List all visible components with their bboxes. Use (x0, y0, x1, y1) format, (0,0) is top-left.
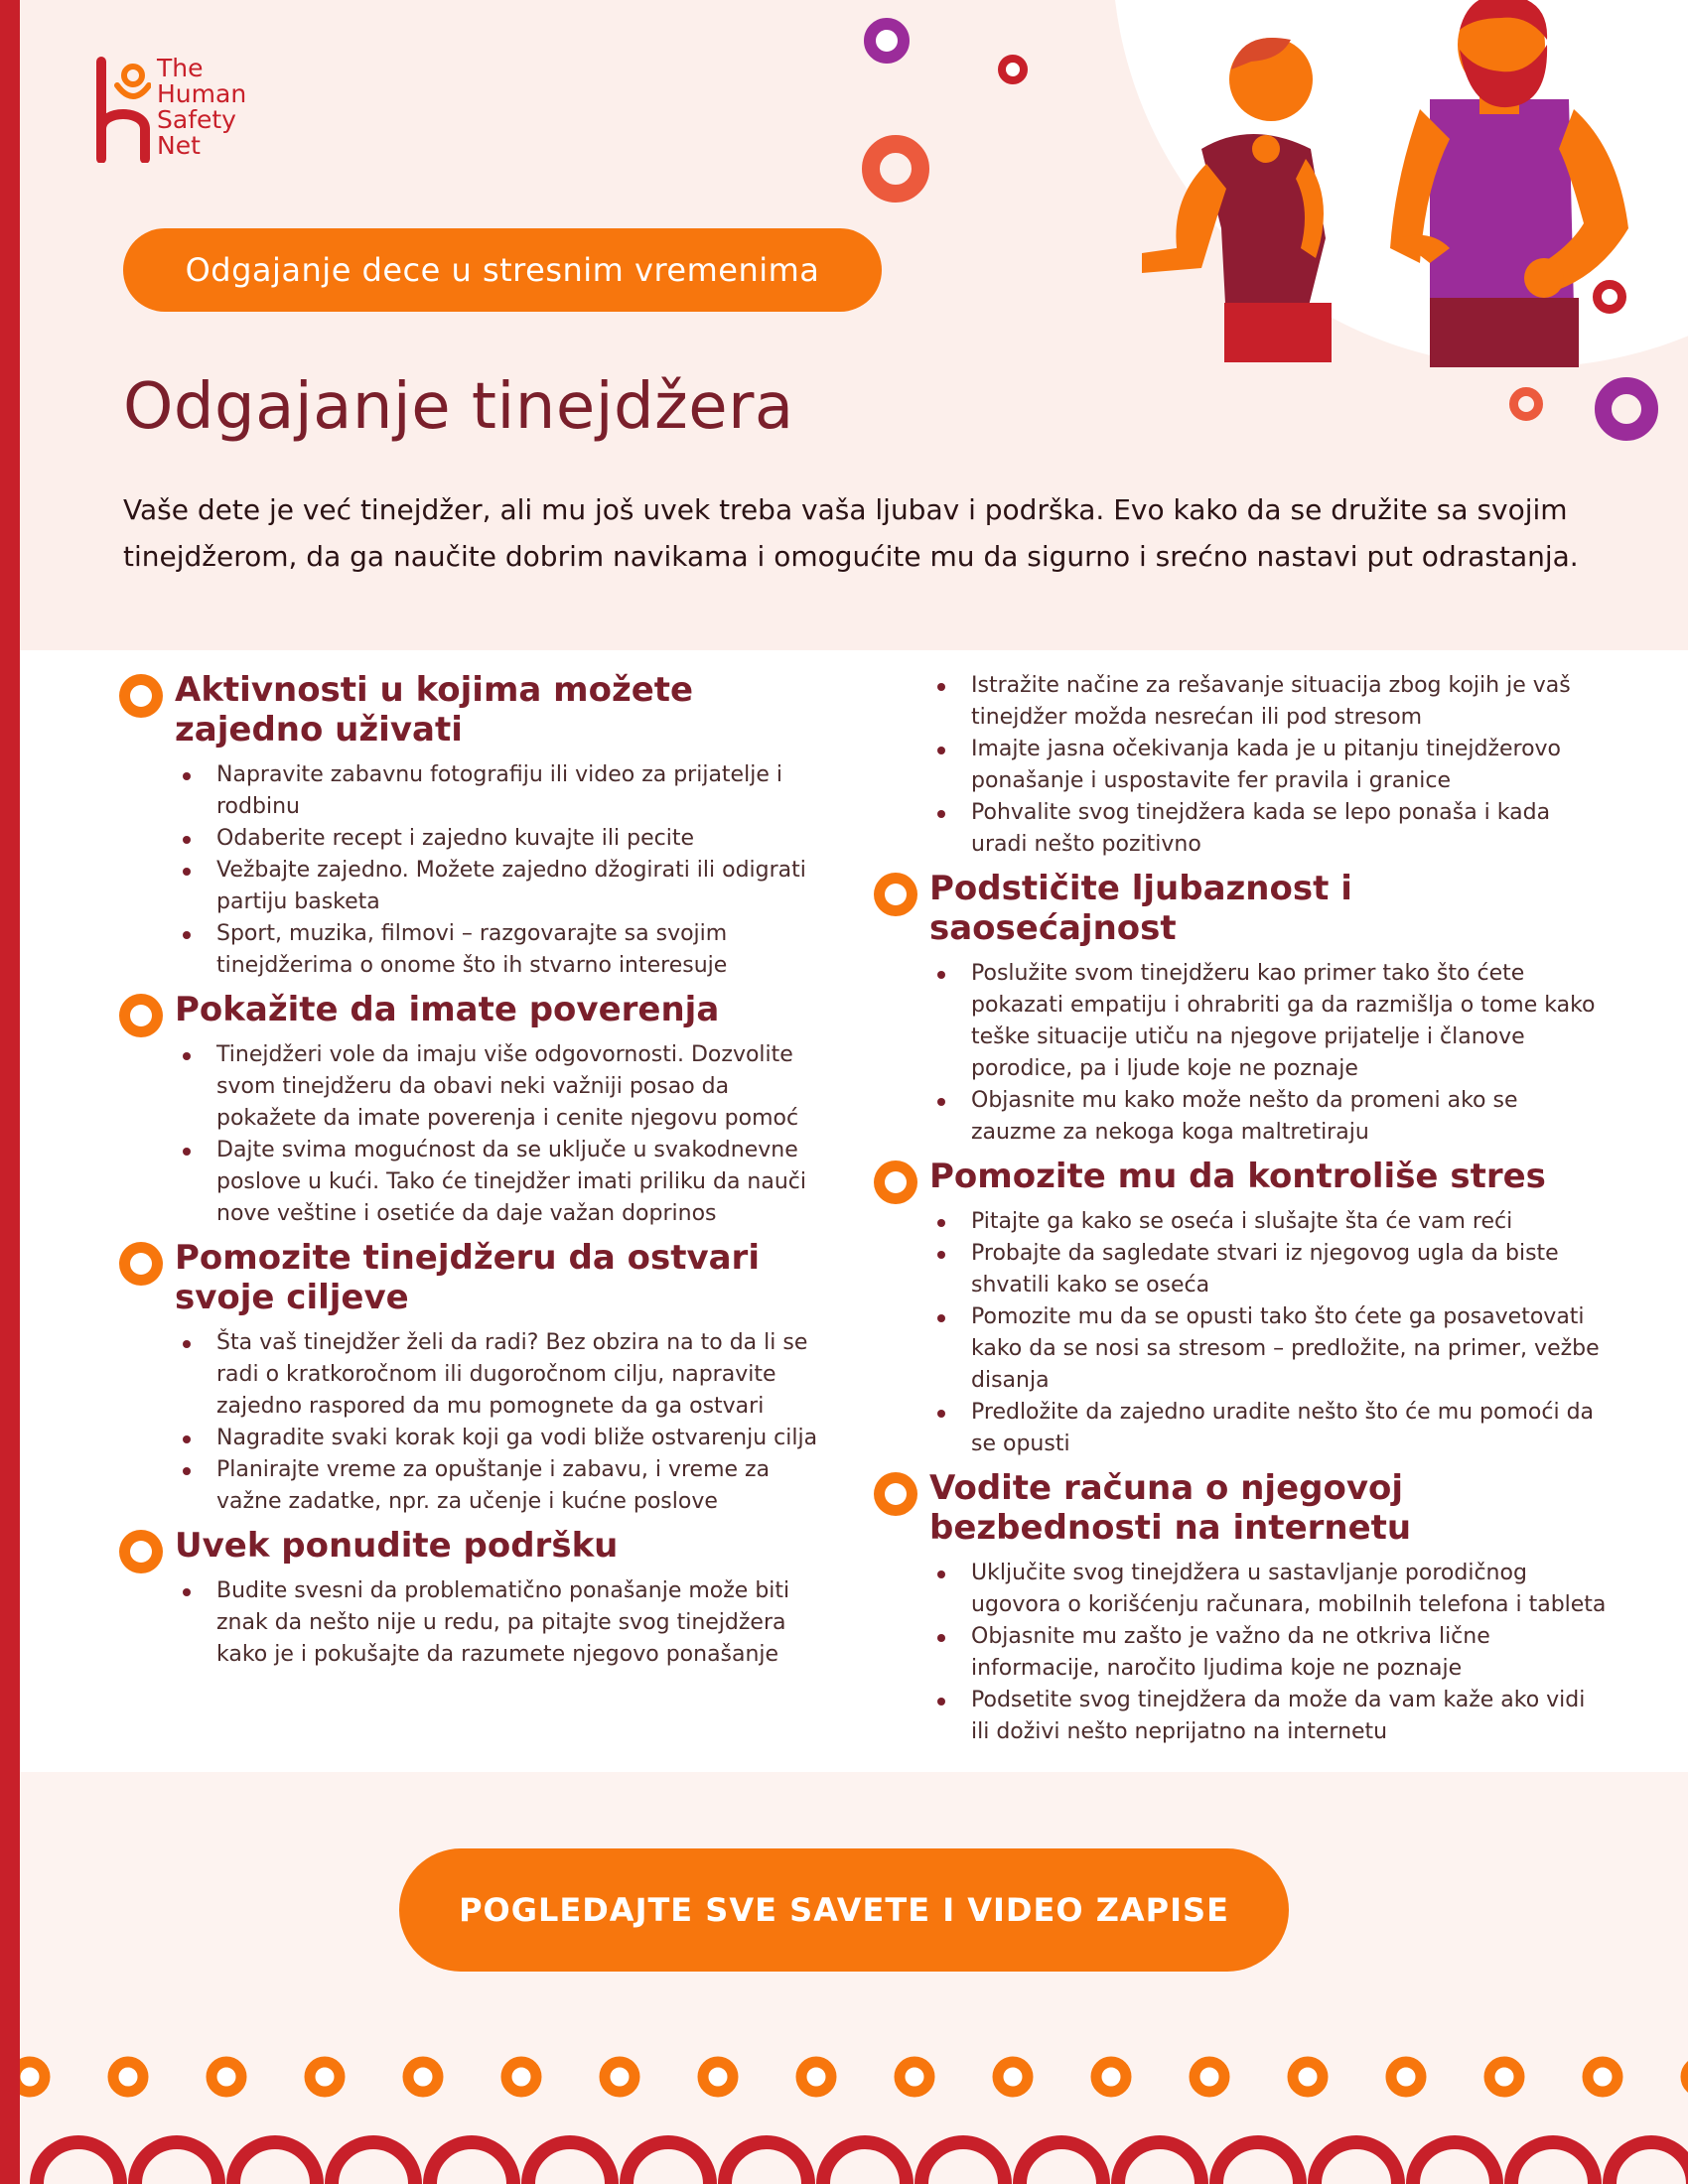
intro-paragraph: Vaše dete je već tinejdžer, ali mu još uvek treba vaša ljubav i podrška. Evo kako da se družite sa svojim tinejdžerom, da ga naučite dobrim navikama i omogućite mu da sigurno i srećno nastavi put odrastanja. (123, 493, 1579, 573)
tip-section (874, 1468, 1609, 1748)
person-left-arm (1142, 164, 1226, 273)
footer-arch (1511, 2142, 1595, 2184)
ring-bullet-icon (119, 1242, 163, 1286)
list-item: Tinejdžeri vole da imaju više odgovornosti. Dozvolite svom tinejdžeru da obavi neki važniji posao da pokažete da imate poverenja i cenite njegovu pomoć (181, 1039, 834, 1135)
list-item: Planirajte vreme za opuštanje i zabavu, i vreme za važne zadatke, npr. za učenje i kućne poslove (181, 1454, 834, 1518)
tip-list (929, 1206, 1609, 1460)
tip-section (874, 869, 1609, 1149)
tip-section (119, 1238, 834, 1518)
view-all-tips-button[interactable]: POGLEDAJTE SVE SAVETE I VIDEO ZAPISE (399, 1848, 1289, 1972)
person-left-shorts (1224, 303, 1332, 362)
list-item: Dajte svima mogućnost da se uključe u svakodnevne poslove u kući. Tako će tinejdžer imati priliku da nauči nove veštine i osetiće da daje važan doprinos (181, 1135, 834, 1230)
tip-list (175, 1575, 834, 1671)
list-item: Napravite zabavnu fotografiju ili video za prijatelje i rodbinu (181, 759, 834, 823)
section-title: Vodite računa o njegovoj bezbednosti na internetu (929, 1468, 1412, 1548)
ring-bullet-icon (119, 1530, 163, 1573)
ring-bullet-icon (119, 674, 163, 718)
ring-bullet-icon (874, 1472, 917, 1516)
list-item: Pohvalite svog tinejdžera kada se lepo ponaša i kada uradi nešto pozitivno (935, 797, 1609, 861)
tip-list (929, 958, 1609, 1149)
list-item: Odaberite recept i zajedno kuvajte ili pecite (181, 823, 834, 855)
list-item: Istražite načine za rešavanje situacija zbog kojih je vaš tinejdžer možda nesrećan ili pod stresom (935, 670, 1609, 734)
list-item: Nagradite svaki korak koji ga vodi bliže ostvarenju cilja (181, 1423, 834, 1454)
decorative-ring (1509, 387, 1543, 421)
list-item: Objasnite mu zašto je važno da ne otkriva lične informacije, naročito ljudima koje ne poznaje (935, 1621, 1609, 1685)
section-title: Podstičite ljubaznost i saosećajnost (929, 869, 1352, 948)
ring-bullet-icon (874, 873, 917, 916)
footer-arch (823, 2142, 907, 2184)
footer-arch (1118, 2142, 1201, 2184)
tip-section (119, 990, 834, 1230)
footer-ring (1293, 2062, 1323, 2092)
right-column (874, 670, 1609, 1756)
human-safety-net-logo-icon (95, 56, 151, 163)
footer-ring (113, 2062, 143, 2092)
decorative-ring (1595, 377, 1658, 441)
left-accent-bar (0, 0, 20, 2184)
tip-list (175, 1039, 834, 1230)
tip-section-continued (874, 670, 1609, 861)
list-item: Imajte jasna očekivanja kada je u pitanju tinejdžerovo ponašanje i uspostavite fer pravila i granice (935, 734, 1609, 797)
footer-ring (1391, 2062, 1421, 2092)
footer-arch (233, 2142, 317, 2184)
logo-line: Net (157, 131, 201, 160)
list-item: Objasnite mu kako može nešto da promeni ako se zauzme za nekoga koga maltretiraju (935, 1085, 1609, 1149)
footer-ring (900, 2062, 929, 2092)
footer-arch (332, 2142, 415, 2184)
people-illustration (1132, 0, 1648, 367)
ring-bullet-icon (874, 1160, 917, 1204)
footer-arch (1413, 2142, 1496, 2184)
footer-decorative-border (20, 2035, 1688, 2184)
footer-arch (1020, 2142, 1103, 2184)
footer-ring (20, 2062, 45, 2092)
footer-ring (506, 2062, 536, 2092)
list-item: Poslužite svom tinejdžeru kao primer tako što ćete pokazati empatiju i ohrabriti ga da razmišlja o tome kako teške situacije utiču na njegove prijatelje i članove porodice, pa i ljude koje ne poznaje (935, 958, 1609, 1085)
footer-arch (921, 2142, 1005, 2184)
tip-section (119, 670, 834, 982)
list-item: Podsetite svog tinejdžera da može da vam kaže ako vidi ili doživi nešto neprijatno na internetu (935, 1685, 1609, 1748)
footer-arch (430, 2142, 513, 2184)
footer-ring (310, 2062, 340, 2092)
logo-line: Safety (157, 105, 236, 134)
footer-ring (1489, 2062, 1519, 2092)
footer-arch (37, 2142, 120, 2184)
footer-ring (1096, 2062, 1126, 2092)
footer-ring (605, 2062, 634, 2092)
section-title: Pokažite da imate poverenja (175, 990, 720, 1029)
ring-bullet-icon (119, 994, 163, 1037)
list-item: Uključite svog tinejdžera u sastavljanje porodičnog ugovora o korišćenju računara, mobilnih telefona i tableta (935, 1558, 1609, 1621)
footer-arch (725, 2142, 808, 2184)
tip-list (929, 1558, 1609, 1748)
section-title: Uvek ponudite podršku (175, 1526, 619, 1566)
logo-wordmark (157, 56, 246, 159)
footer-arch (528, 2142, 612, 2184)
section-title: Pomozite tinejdžeru da ostvari svoje ciljeve (175, 1238, 760, 1317)
tip-section (119, 1526, 834, 1671)
content-area (20, 650, 1688, 1772)
list-item: Vežbajte zajedno. Možete zajedno džogirati ili odigrati partiju basketa (181, 855, 834, 918)
decorative-ring (998, 55, 1028, 84)
tip-list (175, 1327, 834, 1518)
footer-ring (211, 2062, 241, 2092)
list-item: Predložite da zajedno uradite nešto što će mu pomoći da se opusti (935, 1397, 1609, 1460)
tip-list (175, 759, 834, 982)
tip-section (874, 1157, 1609, 1460)
decorative-ring (864, 18, 910, 64)
list-item: Pomozite mu da se opusti tako što ćete ga posavetovati kako da se nosi sa stresom – predložite, na primer, vežbe disanja (935, 1301, 1609, 1397)
tip-list (929, 670, 1609, 861)
decorative-ring (862, 135, 929, 203)
footer-ring (1195, 2062, 1224, 2092)
list-item: Budite svesni da problematično ponašanje može biti znak da nešto nije u redu, pa pitajte svog tinejdžera kako je i pokušajte da razumete njegovo ponašanje (181, 1575, 834, 1671)
footer-ring (998, 2062, 1028, 2092)
footer-arch (1610, 2142, 1688, 2184)
footer-ring (801, 2062, 831, 2092)
topic-tag: Odgajanje dece u stresnim vremenima (123, 228, 882, 312)
section-title: Aktivnosti u kojima možete zajedno uživati (175, 670, 694, 750)
list-item: Šta vaš tinejdžer želi da radi? Bez obzira na to da li se radi o kratkoročnom ili dugoročnom cilju, napravite zajedno raspored da mu pomognete da ga ostvari (181, 1327, 834, 1423)
section-title: Pomozite mu da kontroliše stres (929, 1157, 1546, 1196)
footer-arch (627, 2142, 710, 2184)
footer-arch (1315, 2142, 1398, 2184)
footer-ring (1588, 2062, 1618, 2092)
footer-ring (703, 2062, 733, 2092)
left-column (119, 670, 834, 1679)
list-item: Sport, muzika, filmovi – razgovarajte sa svojim tinejdžerima o onome što ih stvarno interesuje (181, 918, 834, 982)
logo-line: The (157, 54, 204, 82)
footer-arch (135, 2142, 218, 2184)
page-title: Odgajanje tinejdžera (123, 370, 794, 444)
list-item: Probajte da sagledate stvari iz njegovog ugla da biste shvatili kako se oseća (935, 1238, 1609, 1301)
logo-line: Human (157, 79, 247, 108)
list-item: Pitajte ga kako se oseća i slušajte šta će vam reći (935, 1206, 1609, 1238)
footer-arch (1216, 2142, 1300, 2184)
footer-ring (408, 2062, 438, 2092)
person-right-shorts (1430, 298, 1579, 367)
